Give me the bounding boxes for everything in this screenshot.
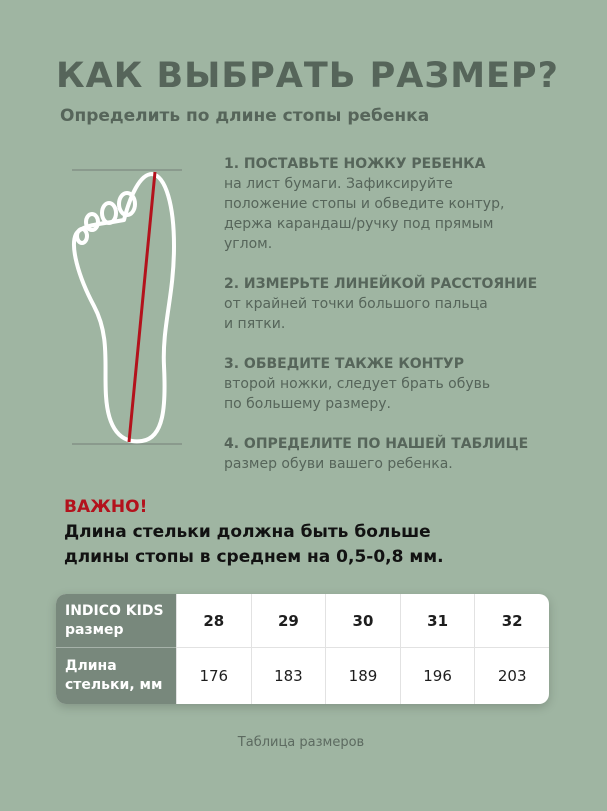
important-heading: ВАЖНО! [64, 497, 148, 517]
step-heading: 1. ПОСТАВЬТЕ НОЖКУ РЕБЕНКА [224, 156, 486, 172]
length-row-header [56, 648, 176, 704]
length-cell: 203 [474, 648, 549, 704]
length-cell: 189 [325, 648, 400, 704]
size-row-header [56, 594, 176, 648]
table-caption: Таблица размеров [237, 735, 365, 750]
step-3 [224, 354, 554, 414]
step-heading: 2. ИЗМЕРЬТЕ ЛИНЕЙКОЙ РАССТОЯНИЕ [224, 276, 538, 292]
length-row-label: Длина [65, 658, 117, 674]
step-text: положение стопы и обведите контур, [224, 196, 505, 212]
size-cell: 30 [325, 594, 400, 648]
step-text: на лист бумаги. Зафиксируйте [224, 176, 453, 192]
length-cell: 196 [400, 648, 475, 704]
length-cell: 183 [251, 648, 326, 704]
step-text: второй ножки, следует брать обувь [224, 376, 491, 392]
step-heading: 4. ОПРЕДЕЛИТЕ ПО НАШЕЙ ТАБЛИЦЕ [224, 436, 529, 452]
page-title: КАК ВЫБРАТЬ РАЗМЕР? [56, 56, 559, 96]
step-1 [224, 154, 554, 254]
important-note [64, 520, 444, 570]
page-subtitle: Определить по длине стопы ребенка [60, 106, 430, 126]
size-cell: 28 [176, 594, 251, 648]
step-text: по большему размеру. [224, 396, 391, 412]
step-4 [224, 434, 554, 474]
size-row-label: INDICO KIDS [65, 602, 164, 619]
step-text: размер обуви вашего ребенка. [224, 456, 453, 472]
step-2 [224, 274, 554, 334]
length-cell: 176 [176, 648, 251, 704]
step-text: и пятки. [224, 316, 286, 332]
size-cell: 29 [251, 594, 326, 648]
step-text: углом. [224, 236, 273, 252]
length-row-label: стельки, мм [65, 677, 163, 693]
size-cell: 31 [400, 594, 475, 648]
step-text: от крайней точки большого пальца [224, 296, 488, 312]
size-table [56, 594, 549, 704]
instruction-steps [224, 154, 554, 494]
size-row-label: размер [65, 621, 124, 638]
size-cell: 32 [474, 594, 549, 648]
important-line: длины стопы в среднем на 0,5-0,8 мм. [64, 547, 444, 567]
step-heading: 3. ОБВЕДИТЕ ТАКЖЕ КОНТУР [224, 356, 464, 372]
important-line: Длина стельки должна быть больше [64, 522, 431, 542]
foot-outline-icon [68, 166, 186, 452]
step-text: держа карандаш/ручку под прямым [224, 216, 494, 232]
